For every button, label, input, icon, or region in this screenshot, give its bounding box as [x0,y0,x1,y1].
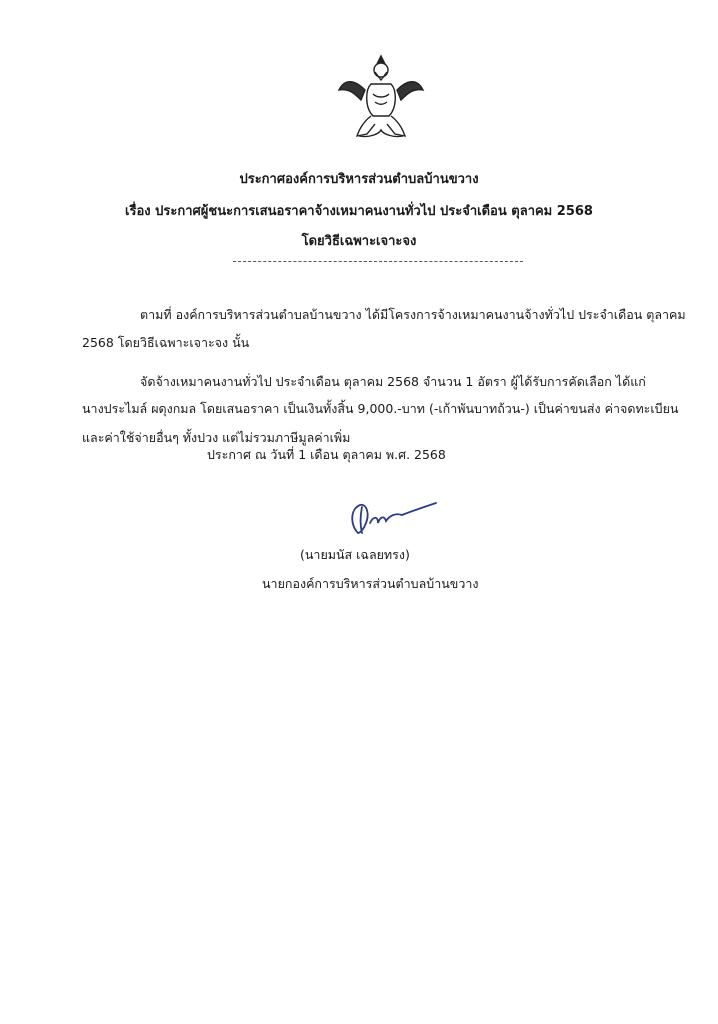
paragraph-1-line-2: 2568 โดยวิธีเฉพาะเจาะจง นั้น [82,335,250,350]
announcement-date: ประกาศ ณ วันที่ 1 เดือน ตุลาคม พ.ศ. 2568 [207,447,446,462]
paragraph-2-line-2: นางประไมล์ ผดุงกมล โดยเสนอราคา เป็นเงินทั้งสิ้น 9,000.-บาท (-เก้าพันบาทถ้วน-) เป็นค่าขนส่ง ค่าจดทะเบียน [82,401,679,416]
heading-organization: ประกาศองค์การบริหารส่วนตำบลบ้านขวาง [239,172,479,187]
heading-subject: เรื่อง ประกาศผู้ชนะการเสนอราคาจ้างเหมาคนงานทั่วไป ประจำเดือน ตุลาคม 2568 [125,204,593,219]
garuda-emblem-icon [335,50,427,142]
heading-divider [233,261,523,262]
paragraph-2-line-1: จัดจ้างเหมาคนงานทั่วไป ประจำเดือน ตุลาคม 2568 จำนวน 1 อัตรา ผู้ได้รับการคัดเลือก ได้แก่ [140,374,646,389]
paragraph-1-line-1: ตามที่ องค์การบริหารส่วนตำบลบ้านขวาง ได้มีโครงการจ้างเหมาคนงานจ้างทั่วไป ประจำเดือน ตุลาคม [140,307,686,322]
signer-name: (นายมนัส เฉลยทรง) [300,547,410,562]
handwritten-signature-icon [340,495,440,540]
paragraph-2-line-3: และค่าใช้จ่ายอื่นๆ ทั้งปวง แต่ไม่รวมภาษีมูลค่าเพิ่ม [82,430,351,445]
signer-title: นายกองค์การบริหารส่วนตำบลบ้านขวาง [262,576,479,591]
heading-method: โดยวิธีเฉพาะเจาะจง [301,234,417,249]
